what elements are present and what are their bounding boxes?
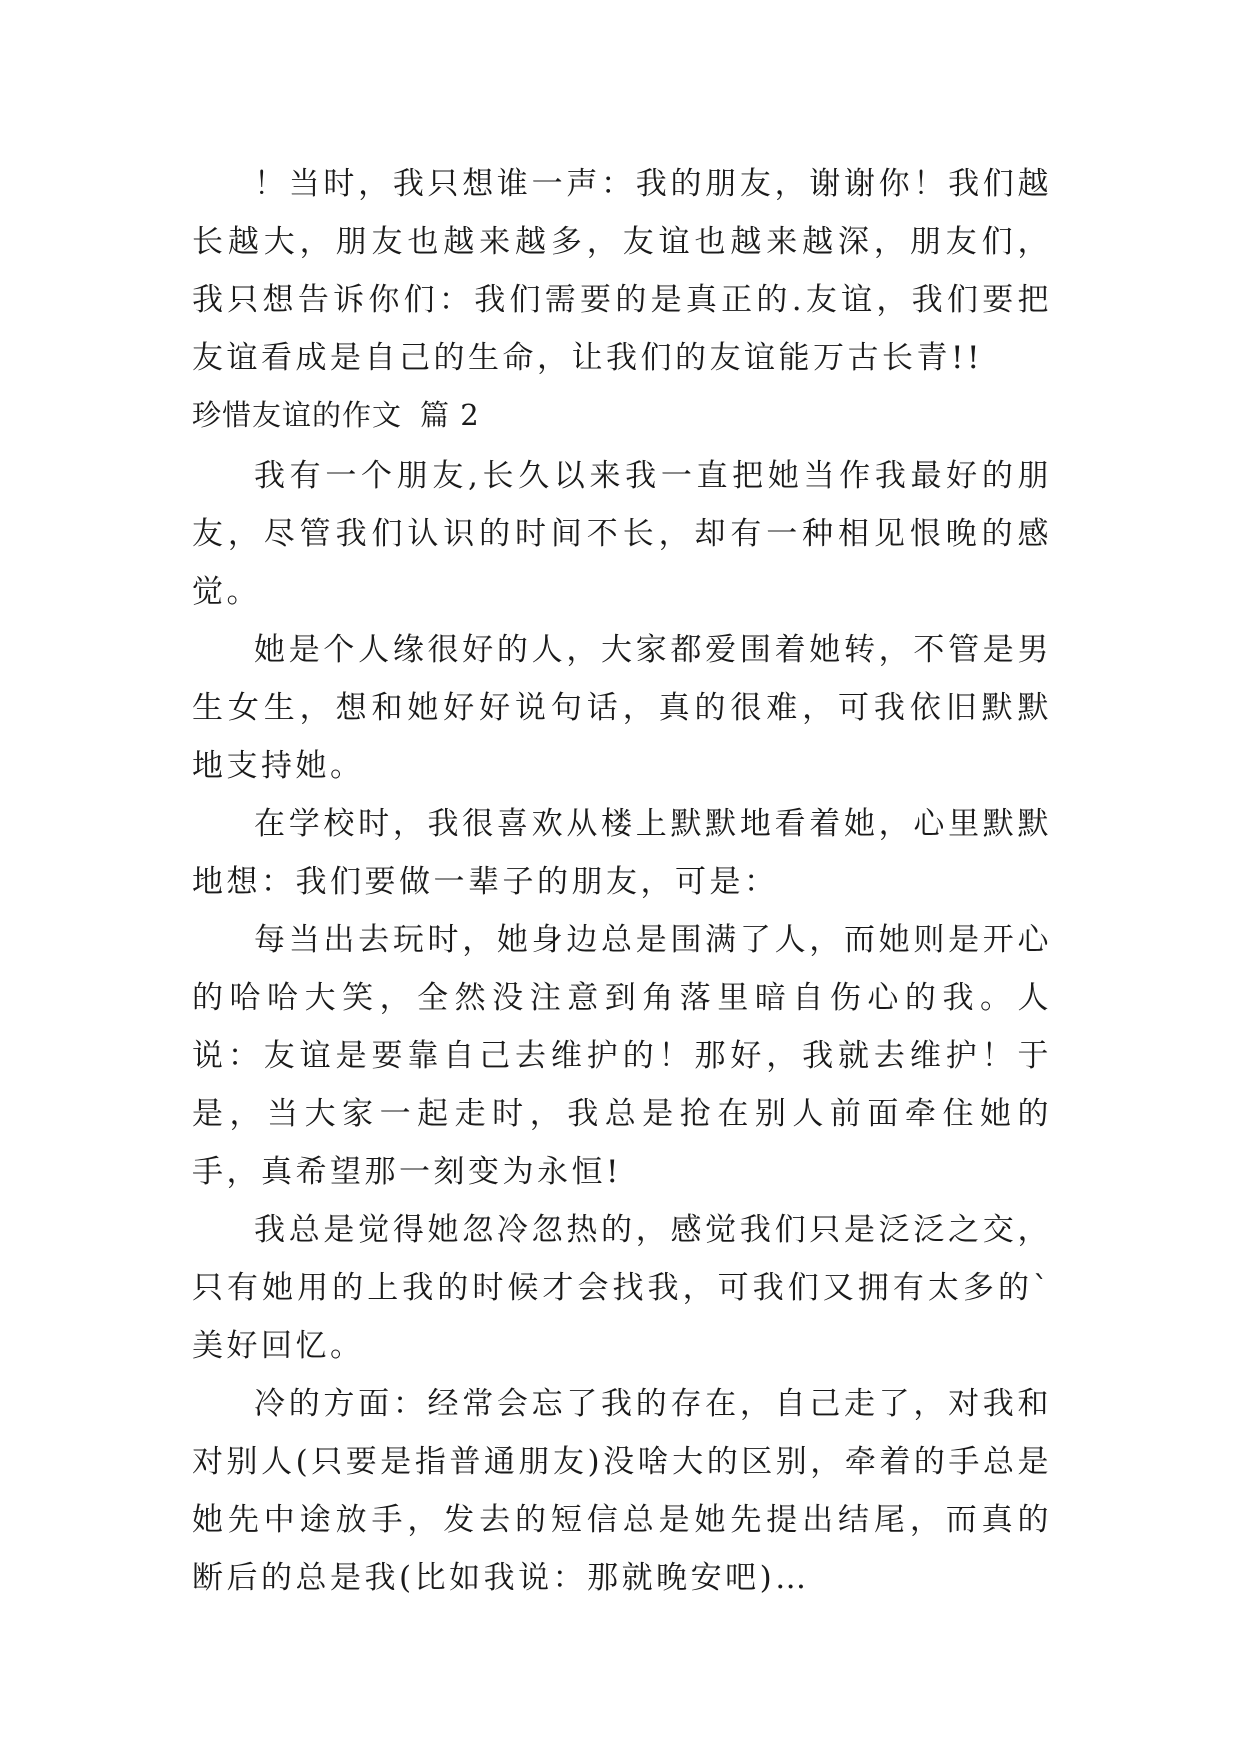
document-page [192, 155, 1052, 1607]
body-paragraph-2: 她是个人缘很好的人，大家都爱围着她转，不管是男生女生，想和她好好说句话，真的很难，可我依旧默默地支持她。 [192, 632, 1052, 784]
section-number: 篇 2 [420, 398, 480, 432]
body-paragraph-4: 每当出去玩时，她身边总是围满了人，而她则是开心的哈哈大笑，全然没注意到角落里暗自伤心的我。人说：友谊是要靠自己去维护的！那好，我就去维护！于是，当大家一起走时，我总是抢在别人前面牵住她的手，真希望那一刻变为永恒! [192, 922, 1052, 1190]
opening-paragraph: ！当时，我只想谁一声：我的朋友，谢谢你！我们越长越大，朋友也越来越多，友谊也越来越深，朋友们，我只想告诉你们：我们需要的是真正的.友谊，我们要把友谊看成是自己的生命，让我们的友谊能万古长青!! [192, 166, 1052, 376]
body-paragraph-6: 冷的方面：经常会忘了我的存在，自己走了，对我和对别人(只要是指普通朋友)没啥大的区别，牵着的手总是她先中途放手，发去的短信总是她先提出结尾，而真的断后的总是我(比如我说：那就晚安吧)… [192, 1386, 1052, 1596]
body-paragraph-5: 我总是觉得她忽冷忽热的，感觉我们只是泛泛之交，只有她用的上我的时候才会找我，可我们又拥有太多的`美好回忆。 [192, 1212, 1052, 1364]
body-paragraph-3: 在学校时，我很喜欢从楼上默默地看着她，心里默默地想：我们要做一辈子的朋友，可是： [192, 806, 1052, 900]
section-heading [192, 387, 1052, 447]
section-title: 珍惜友谊的作文 [192, 398, 403, 432]
body-paragraph-1: 我有一个朋友,长久以来我一直把她当作我最好的朋友，尽管我们认识的时间不长，却有一种相见恨晚的感觉。 [192, 458, 1052, 610]
